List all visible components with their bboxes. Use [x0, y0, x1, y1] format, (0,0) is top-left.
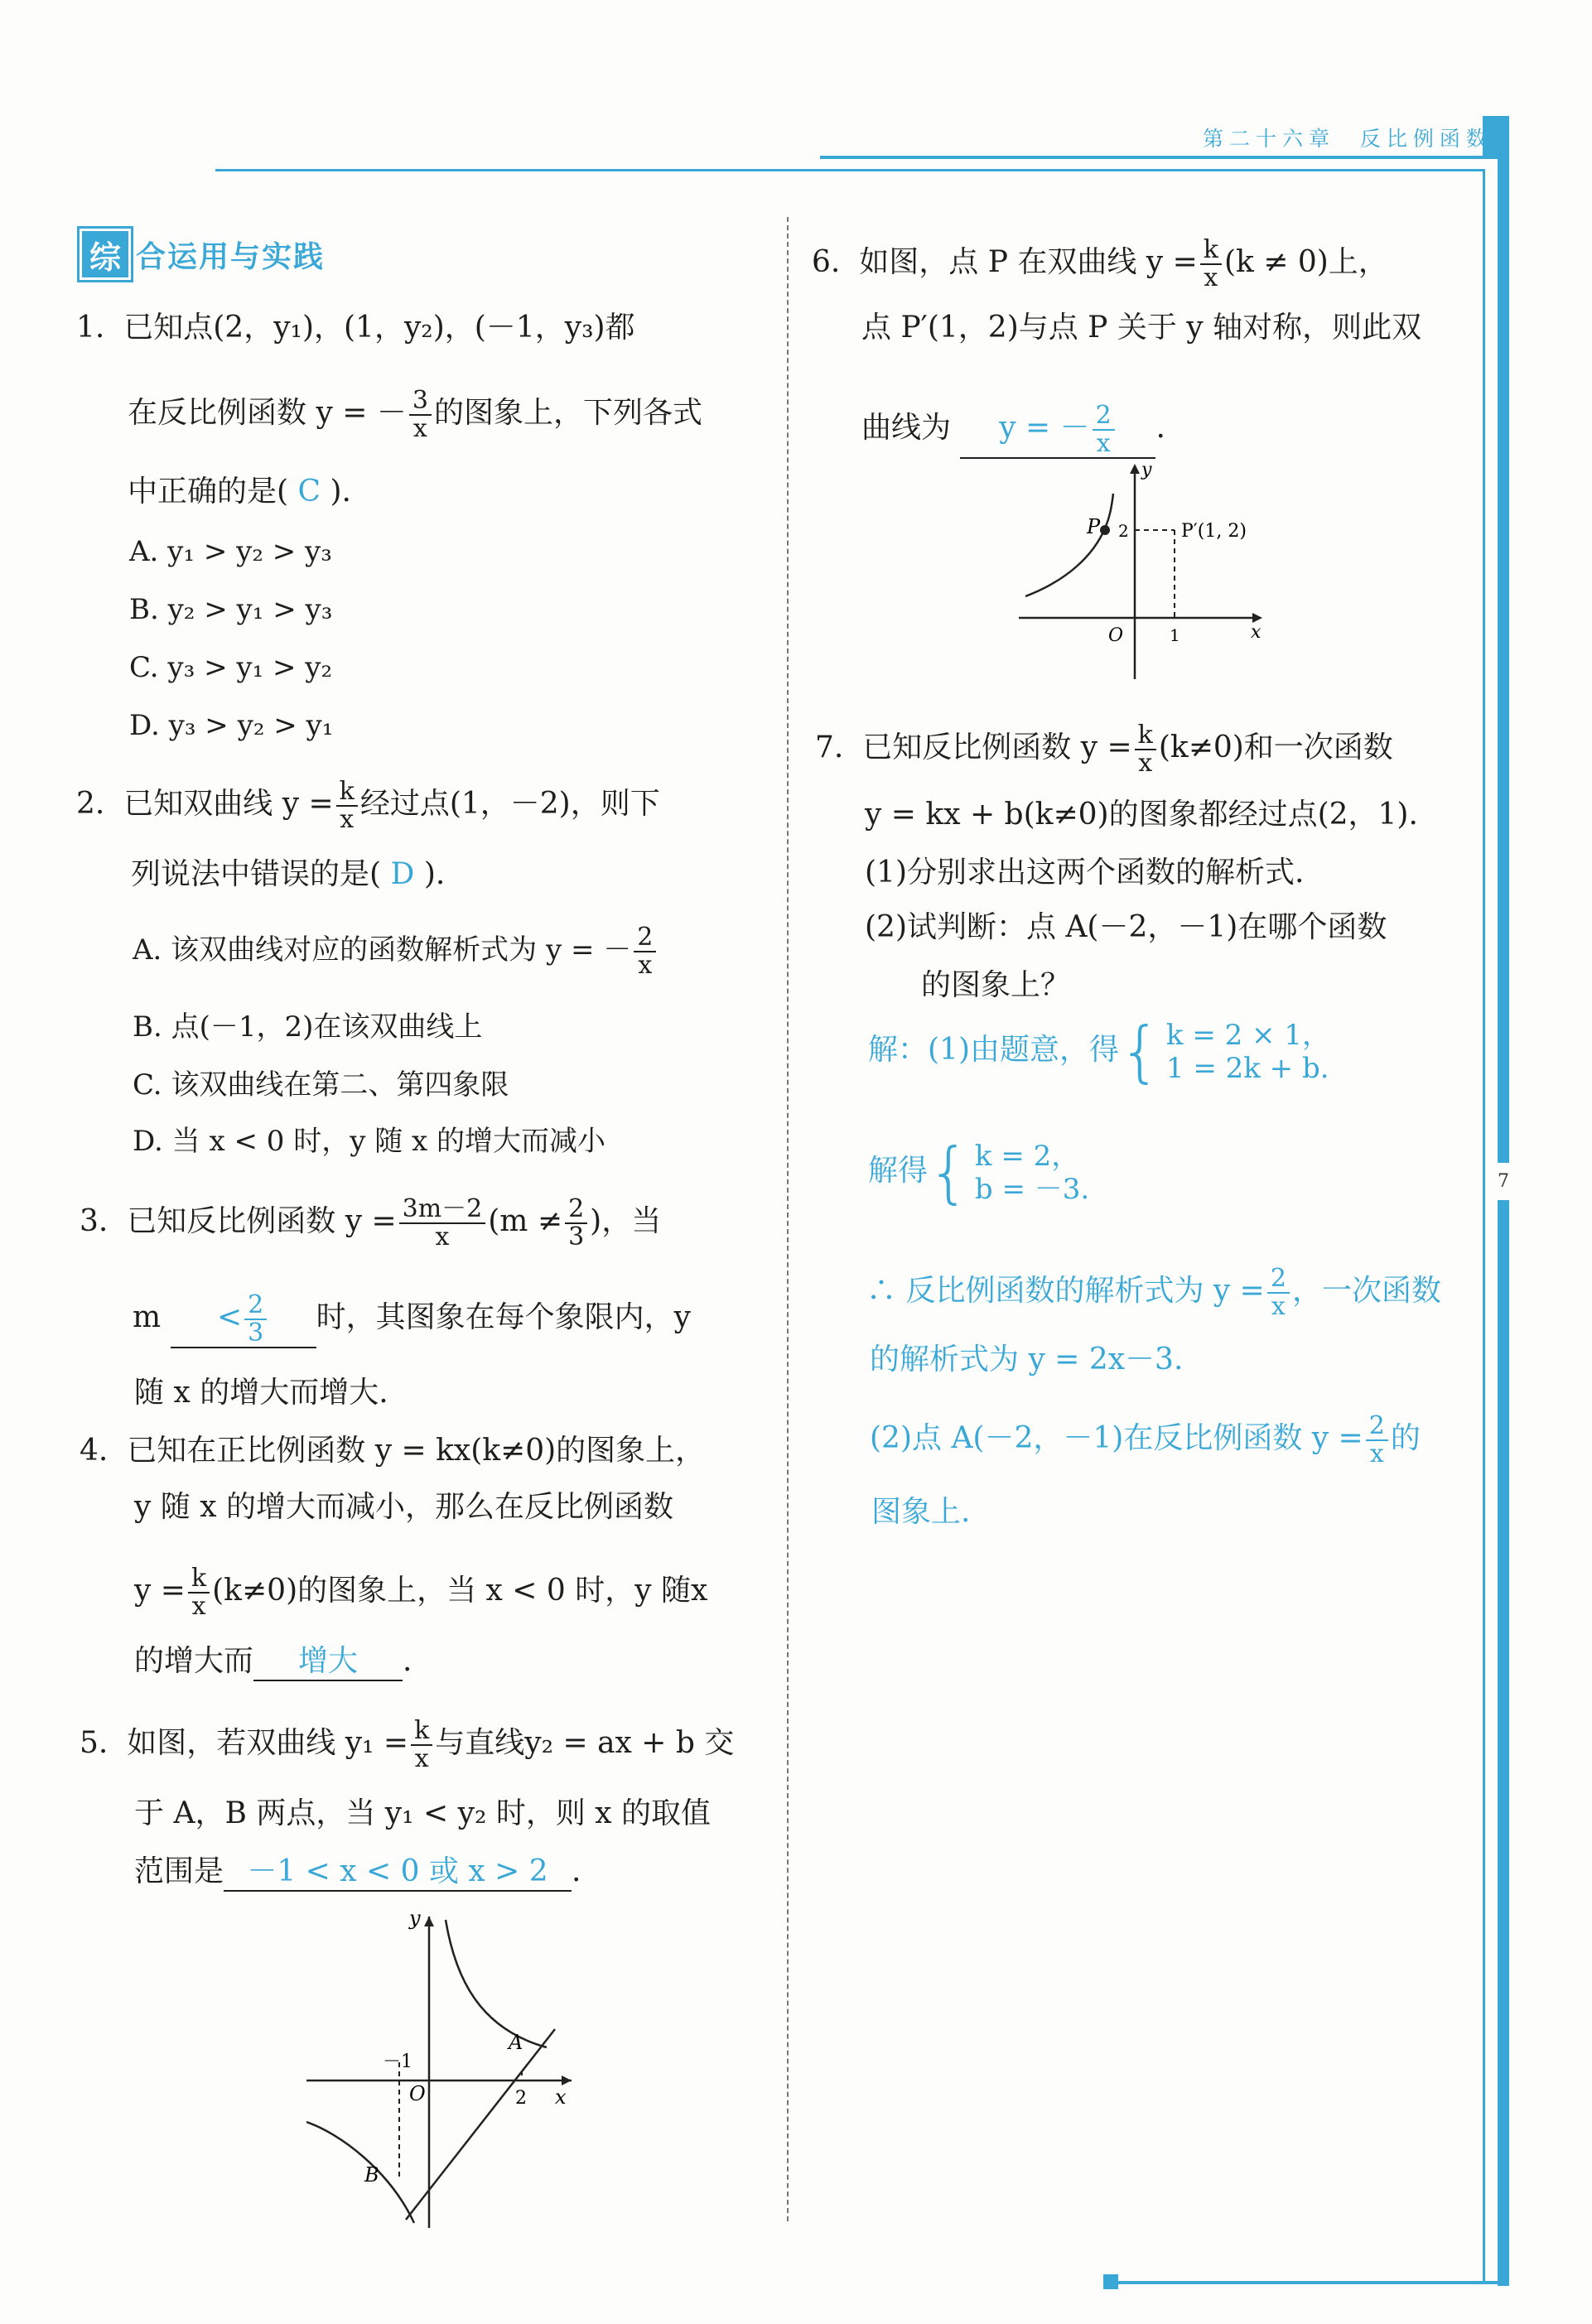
- q3-answer-den: 3: [248, 1319, 264, 1348]
- q5-label-2: 2: [515, 2088, 527, 2109]
- q6-label-y: y: [1141, 460, 1152, 480]
- q4-number: 4.: [80, 1434, 109, 1468]
- q3-answer-blank: [171, 1292, 316, 1348]
- q6-hyperbola: [1025, 494, 1113, 596]
- q6-text1b: (k ≠ 0)上，: [1223, 245, 1388, 279]
- q1-line3: [128, 474, 351, 510]
- q5-fraction: [411, 1718, 432, 1772]
- q1-text2a: 在反比例函数 y = －: [128, 396, 407, 430]
- q6-answer-den: x: [1096, 429, 1111, 458]
- q7-sol2-eq2: b = －3.: [974, 1173, 1090, 1206]
- q5-frac-num: k: [411, 1718, 432, 1746]
- q7-system-1: [1119, 1013, 1330, 1090]
- q7-solution-2: [868, 1134, 1090, 1211]
- q7-fraction: [1135, 722, 1156, 777]
- q6-label-1: 1: [1170, 625, 1180, 645]
- q3-frac-den: x: [435, 1222, 450, 1251]
- q5-text1b: 与直线y₂ = ax + b 交: [435, 1726, 735, 1760]
- q7-frac-den: x: [1138, 749, 1153, 778]
- q4-fraction: [188, 1565, 210, 1620]
- right-edge-line: [1483, 169, 1485, 2281]
- q1-frac-den: x: [412, 414, 427, 443]
- q6-answer-fraction: [1093, 403, 1115, 457]
- q5-text3b: .: [572, 1854, 581, 1888]
- q1-option-b: B. y₂ > y₁ > y₃: [129, 593, 333, 626]
- q6-y-arrow: [1130, 464, 1140, 474]
- q4-frac-num: k: [188, 1565, 210, 1594]
- q7-sol1-eq2: 1 = 2k + b.: [1165, 1052, 1329, 1085]
- q5-x-arrow: [562, 2076, 572, 2085]
- q6-label-x: x: [1251, 622, 1262, 643]
- q1-line2: [128, 388, 702, 442]
- q6-label-2: 2: [1118, 521, 1129, 541]
- q7-line3: (1)分别求出这两个函数的解析式.: [865, 856, 1305, 890]
- q5-label-o: O: [409, 2082, 426, 2105]
- q2-line2: [131, 856, 445, 893]
- q5-answer: －1 < x < 0 或 x > 2: [224, 1854, 572, 1892]
- q7-sol1-eq1: k = 2 × 1，: [1165, 1019, 1330, 1052]
- q7-solution-6: 图象上.: [871, 1495, 971, 1529]
- q6-line2: 点 P′(1，2)与点 P 关于 y 轴对称，则此双: [861, 311, 1422, 345]
- q6-label-Pp: P′(1, 2): [1181, 521, 1247, 542]
- q1-line1: [76, 310, 635, 346]
- q3-frac-num: 3m－2: [399, 1196, 486, 1224]
- running-header: [1203, 123, 1493, 152]
- q3-text2b: 时，其图象在每个象限内，y: [316, 1300, 691, 1334]
- q4-text1: 已知在正比例函数 y = kx(k≠0)的图象上，: [127, 1434, 706, 1468]
- right-edge-bar: [1498, 116, 1509, 2286]
- q2-option-b: B. 点(－1，2)在该双曲线上: [133, 1010, 483, 1044]
- q6-answer-num: 2: [1093, 403, 1115, 431]
- q4-line2: y 随 x 的增大而减小，那么在反比例函数: [134, 1490, 673, 1524]
- q2-text1b: 经过点(1，－2)，则下: [359, 787, 660, 821]
- q6-text1a: 如图，点 P 在双曲线 y =: [859, 245, 1198, 279]
- q1-frac-num: 3: [409, 388, 432, 416]
- q3-answer-num: 2: [244, 1292, 267, 1320]
- q7-frac-num: k: [1135, 722, 1156, 750]
- q3-text1b: (m ≠: [488, 1204, 563, 1238]
- q2-frac-den: x: [340, 805, 355, 834]
- section-heading: [80, 229, 325, 280]
- q6-line1: [812, 237, 1388, 292]
- q6-text3: 曲线为: [861, 411, 952, 445]
- q2-answer: D: [390, 857, 415, 891]
- q7-line1: [815, 722, 1393, 777]
- q7-sol3-text: ∴ 反比例函数的解析式为 y =: [866, 1274, 1265, 1308]
- q1-answer: C: [297, 475, 321, 509]
- q6-answer-blank: [960, 403, 1155, 459]
- q4-text3b: (k≠0)的图象上，当 x < 0 时，y 随x: [212, 1574, 708, 1608]
- q5-label-m1: －1: [383, 2052, 412, 2072]
- q5-line1: [80, 1718, 734, 1772]
- q4-frac-den: x: [191, 1592, 206, 1621]
- q7-sol2-eq1: k = 2，: [974, 1140, 1080, 1173]
- q6-number: 6.: [812, 245, 841, 279]
- q6-point-P: [1100, 525, 1110, 535]
- q2-text2a: 列说法中错误的是(: [131, 857, 382, 891]
- section-title: 合运用与实践: [136, 239, 326, 274]
- q7-solution-3: [866, 1266, 1441, 1320]
- q2-optA-text: A. 该双曲线对应的函数解析式为 y = －: [133, 933, 632, 967]
- q5-y-arrow: [424, 1917, 434, 1926]
- q5-label-y: y: [409, 1907, 421, 1930]
- q2-text2b: ).: [423, 857, 446, 891]
- q7-sol1-text: 解：(1)由题意，得: [868, 1033, 1119, 1067]
- q5-hyperbola-1: [446, 1920, 547, 2047]
- q2-optA-num: 2: [634, 924, 656, 952]
- q7-sol3-textb: ，一次函数: [1291, 1274, 1441, 1308]
- q3-text1c: )，当: [590, 1204, 662, 1238]
- q1-number: 1.: [76, 311, 105, 345]
- q4-answer: 增大: [253, 1643, 403, 1681]
- q3-frac2-den: 3: [568, 1222, 585, 1251]
- q7-solution-1: [868, 1013, 1330, 1090]
- q1-text1: 已知点(2，y₁)，(1，y₂)，(－1，y₃)都: [123, 311, 635, 345]
- q2-text1a: 已知双曲线 y =: [123, 787, 334, 821]
- q5-text1a: 如图，若双曲线 y₁ =: [127, 1726, 409, 1760]
- q2-option-a: [133, 924, 659, 979]
- q2-optA-den: x: [638, 951, 653, 980]
- q3-line2: [133, 1292, 691, 1348]
- q1-text3b: ).: [330, 475, 351, 509]
- q6-label-P: P: [1087, 515, 1101, 538]
- bottom-rule: [1118, 2281, 1499, 2284]
- q5-line2: 于 A，B 两点，当 y₁ < y₂ 时，则 x 的取值: [134, 1796, 712, 1830]
- q3-answer-sign: <: [216, 1300, 243, 1334]
- q7-sol3-den: x: [1271, 1292, 1286, 1321]
- q1-option-d: D. y₃ > y₂ > y₁: [129, 709, 334, 742]
- q6-frac-num: k: [1200, 237, 1222, 265]
- q3-line1: [80, 1196, 661, 1251]
- q5-line3: [134, 1854, 581, 1892]
- q3-line3: 随 x 的增大而增大.: [134, 1376, 388, 1410]
- q7-solution-4: 的解析式为 y = 2x－3.: [870, 1343, 1184, 1377]
- q6-text3b: .: [1155, 411, 1165, 445]
- q1-option-c: C. y₃ > y₁ > y₂: [129, 651, 333, 684]
- q2-line1: [76, 779, 660, 833]
- q5-label-B: B: [364, 2163, 379, 2187]
- header-rule-top: [820, 156, 1508, 159]
- chapter-label: 第二十六章: [1203, 127, 1336, 151]
- q4-text4a: 的增大而: [134, 1644, 254, 1678]
- q5-label-A: A: [509, 2031, 523, 2054]
- q7-system-2: [928, 1134, 1090, 1211]
- q7-text1b: (k≠0)和一次函数: [1158, 730, 1393, 764]
- chapter-title: 反比例函数: [1359, 127, 1493, 151]
- q7-sol5-fraction: [1366, 1413, 1388, 1468]
- column-divider: [787, 217, 789, 2221]
- q5-graph: [306, 1905, 588, 2228]
- q5-frac-den: x: [414, 1744, 429, 1773]
- q1-text2b: 的图象上，下列各式: [433, 396, 702, 430]
- q3-fraction: [399, 1196, 486, 1251]
- q7-sol5-num: 2: [1366, 1413, 1388, 1441]
- q3-fraction2: [565, 1196, 587, 1251]
- q7-solution-5: [870, 1413, 1421, 1468]
- q6-label-o: O: [1108, 625, 1124, 646]
- q7-text1a: 已知反比例函数 y =: [862, 730, 1132, 764]
- q2-option-c: C. 该双曲线在第二、第四象限: [133, 1068, 509, 1102]
- q7-sol5-text: (2)点 A(－2，－1)在反比例函数 y =: [870, 1421, 1363, 1455]
- section-badge: 综: [80, 229, 131, 280]
- q4-line3: [134, 1565, 707, 1620]
- header-rule: [215, 169, 1483, 171]
- q7-sol2-text: 解得: [868, 1154, 929, 1188]
- q1-option-a: A. y₁ > y₂ > y₃: [129, 535, 332, 568]
- q7-line5: 的图象上？: [921, 968, 1071, 1002]
- q6-fraction: [1200, 237, 1222, 292]
- q7-sol5-textb: 的: [1390, 1421, 1421, 1455]
- q5-number: 5.: [80, 1726, 109, 1760]
- q6-answer-text: y = －: [999, 411, 1090, 445]
- q2-number: 2.: [76, 787, 105, 821]
- q7-brace-2: {: [928, 1134, 970, 1211]
- q7-brace-1: {: [1119, 1013, 1161, 1090]
- q3-text2a: m: [133, 1300, 162, 1334]
- bottom-square: [1103, 2274, 1118, 2289]
- q3-frac2-num: 2: [565, 1196, 587, 1224]
- q7-sol3-fraction: [1267, 1266, 1290, 1320]
- q7-line2: y = kx + b(k≠0)的图象都经过点(2，1).: [865, 798, 1418, 832]
- q3-text1a: 已知反比例函数 y =: [127, 1204, 397, 1238]
- q5-label-x: x: [555, 2085, 567, 2109]
- q3-answer-fraction: [244, 1292, 267, 1347]
- q7-line4: (2)试判断：点 A(－2，－1)在哪个函数: [865, 910, 1387, 944]
- q2-frac-num: k: [336, 779, 358, 807]
- q4-text4b: .: [403, 1644, 412, 1678]
- q6-graph: [1011, 456, 1284, 687]
- q2-fraction: [336, 779, 358, 833]
- page-number: 7: [1491, 1163, 1516, 1200]
- q7-number: 7.: [815, 730, 844, 764]
- q3-number: 3.: [80, 1204, 109, 1238]
- q7-sol5-den: x: [1369, 1439, 1384, 1468]
- q6-frac-den: x: [1204, 263, 1218, 292]
- q2-optA-fraction: [634, 924, 656, 979]
- q1-text3a: 中正确的是(: [128, 475, 289, 509]
- q4-line4: [134, 1643, 412, 1681]
- q5-text3a: 范围是: [134, 1854, 224, 1888]
- q4-text3a: y =: [134, 1574, 186, 1608]
- q5-hyperbola-2: [306, 2122, 414, 2223]
- q4-line1: [80, 1433, 705, 1469]
- q6-line3: [861, 403, 1165, 459]
- q1-fraction: [409, 388, 432, 442]
- q2-option-d: D. 当 x < 0 时，y 随 x 的增大而减小: [133, 1125, 605, 1158]
- q7-sol3-num: 2: [1267, 1266, 1290, 1294]
